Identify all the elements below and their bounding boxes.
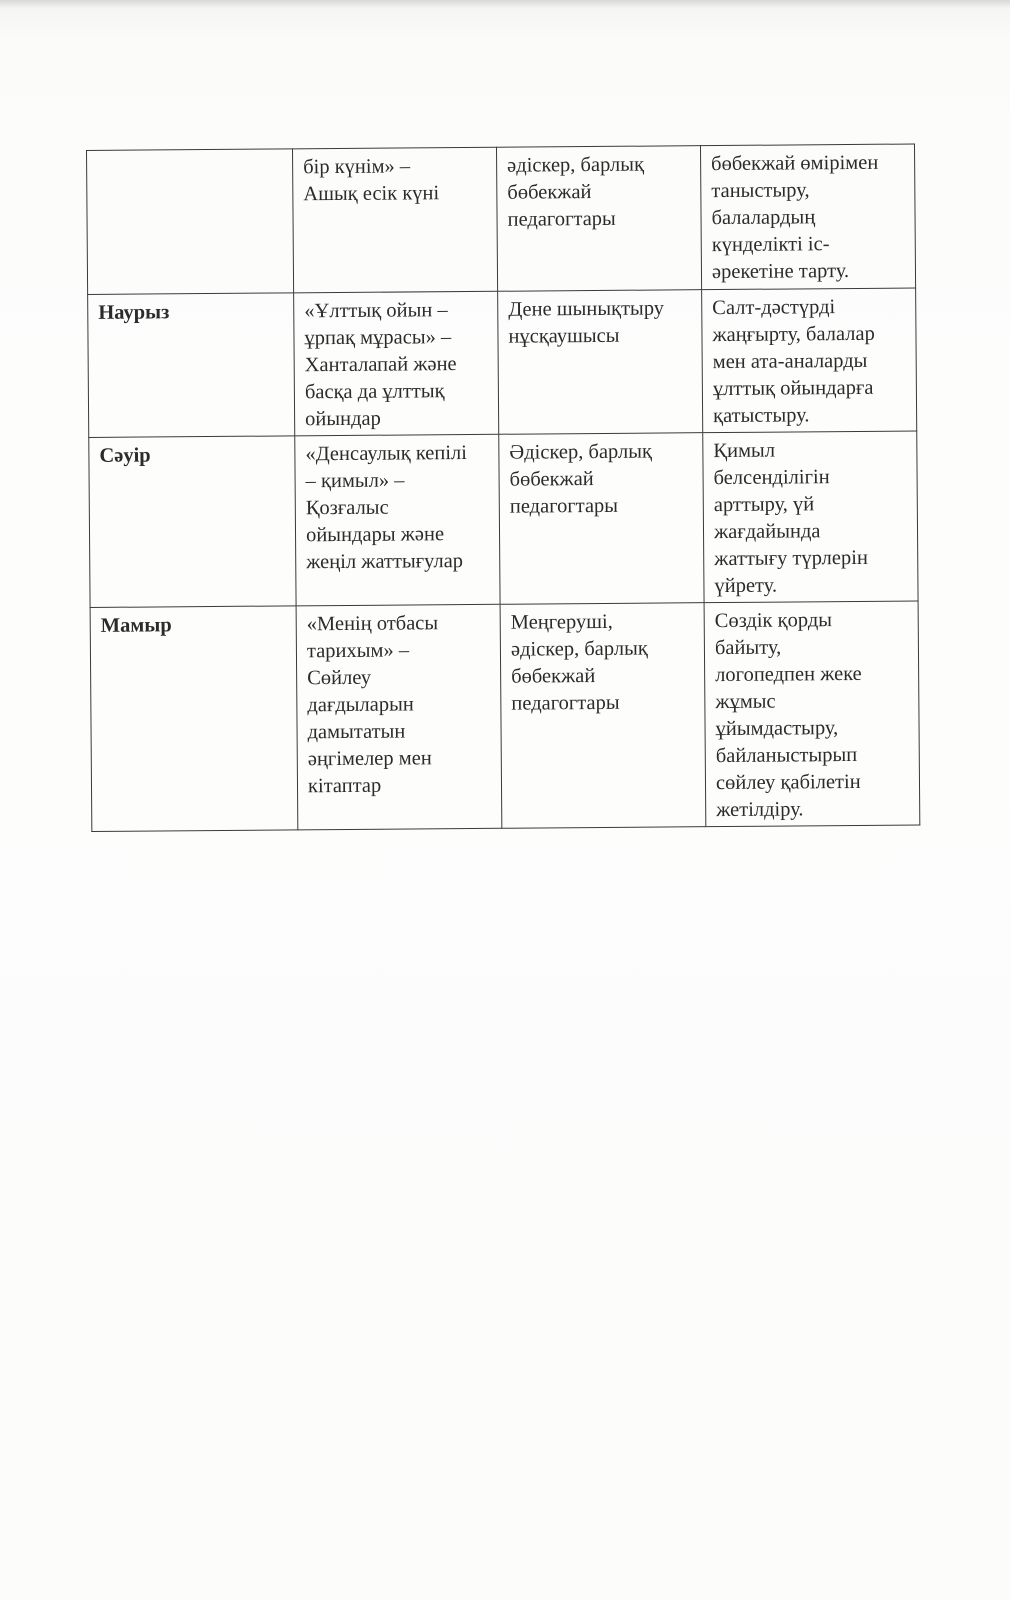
cell-line: Меңгеруші, [510, 610, 613, 634]
month-cell: Наурыз [88, 293, 295, 438]
event-cell [296, 604, 502, 830]
cell-line: әдіскер, барлық [507, 153, 645, 177]
cell-line: жаттығу түрлерін [714, 546, 868, 571]
cell-line: Сөздік қорды [714, 609, 833, 633]
cell-line: жетілдіру. [716, 798, 804, 822]
event-plan-table [86, 143, 920, 831]
cell-line: әрекетіне тарту. [711, 260, 850, 284]
goal-cell [704, 601, 920, 827]
cell-line: байланыстырып [715, 743, 858, 768]
event-cell [295, 434, 500, 606]
cell-line: дамытатын [307, 720, 406, 744]
cell-line: күнделікті іс- [711, 233, 830, 257]
cell-line: Дене шынықтыру [508, 297, 665, 321]
cell-line: дағдыларын [307, 693, 414, 717]
cell-line: әдіскер, барлық [510, 637, 648, 661]
cell-line: «Менің отбасы [306, 612, 439, 636]
cell-line: Әдіскер, барлық [509, 440, 653, 464]
cell-line: Ашық есік күні [303, 182, 440, 206]
cell-line: педагогтары [507, 207, 616, 231]
cell-line: логопедпен жеке [715, 662, 862, 687]
cell-line: бөбекжай [507, 181, 592, 204]
page-top-shadow [0, 0, 1010, 8]
cell-line: жағдайында [713, 520, 821, 544]
table-row [88, 288, 917, 437]
cell-line: жаңғырту, балалар [712, 322, 875, 347]
month-cell: Сәуір [89, 436, 296, 608]
cell-line: байыту, [714, 636, 782, 660]
cell-line: Қозғалыс [305, 496, 389, 520]
cell-line: қатыстыру. [713, 404, 810, 428]
cell-line: педагогтары [509, 494, 619, 518]
goal-cell [702, 288, 917, 433]
cell-line: ойындар [305, 407, 381, 431]
cell-line: бөбекжай [509, 468, 594, 491]
cell-line: бір күнім» – [303, 155, 411, 179]
cell-line: әңгімелер мен [307, 747, 432, 771]
cell-line: сөйлеу қабілетін [715, 770, 861, 795]
cell-line: мен ата-аналарды [712, 349, 868, 374]
cell-line: бөбекжай [511, 665, 596, 688]
cell-line: ұрпақ мұрасы» – [304, 326, 452, 350]
cell-line: – қимыл» – [305, 469, 405, 493]
cell-line: «Ұлттық ойын – [304, 299, 448, 323]
cell-line: балалардың [711, 206, 816, 230]
responsible-cell [500, 603, 706, 829]
cell-line: белсенділігін [713, 466, 830, 490]
cell-line: кітаптар [307, 774, 382, 798]
cell-line: «Денсаулық кепілі [305, 442, 468, 466]
cell-line: арттыру, үй [713, 493, 815, 517]
cell-line: Сөйлеу [307, 666, 372, 690]
cell-line: ойындары және [305, 523, 445, 547]
cell-line: жеңіл жаттығулар [306, 550, 464, 574]
cell-line: үйрету. [714, 574, 778, 598]
month-cell: Мамыр [90, 606, 298, 832]
cell-line: басқа да ұлттық [304, 380, 445, 404]
cell-line: Қимыл [713, 439, 776, 463]
table-row [87, 144, 916, 294]
cell-line: нұсқаушысы [508, 324, 620, 348]
cell-line: педагогтары [511, 691, 620, 715]
cell-line: Салт-дәстүрді [712, 296, 836, 320]
responsible-cell [498, 290, 703, 435]
cell-line: тарихым» – [306, 639, 410, 663]
table-row [90, 601, 920, 831]
responsible-cell [496, 146, 701, 292]
event-cell [292, 147, 497, 293]
cell-line: ұйымдастыру, [715, 717, 839, 741]
goal-cell [703, 431, 918, 603]
goal-cell [700, 144, 915, 290]
cell-line: бөбекжай өмірімен [711, 151, 879, 176]
event-cell [294, 291, 499, 436]
responsible-cell [499, 433, 704, 605]
month-cell [87, 149, 294, 295]
cell-line: жұмыс [715, 690, 776, 714]
cell-line: таныстыру, [711, 179, 810, 203]
cell-line: ұлттық ойындарға [712, 376, 874, 401]
cell-line: Ханталапай және [304, 353, 457, 377]
table-row [89, 431, 918, 607]
